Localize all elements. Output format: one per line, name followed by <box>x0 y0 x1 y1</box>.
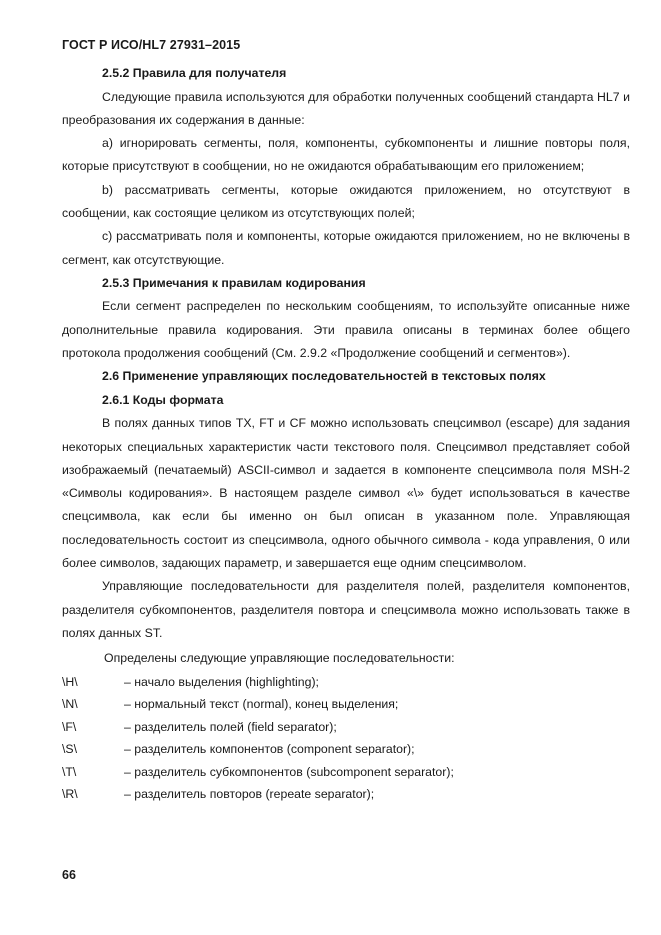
section-heading-2-5-3: 2.5.3 Примечания к правилам кодирования <box>102 275 366 290</box>
escape-sequence-list <box>62 671 630 806</box>
escape-code: \T\ <box>62 764 77 779</box>
escape-description: – разделитель компонентов (component separator); <box>124 742 415 757</box>
page-content <box>62 62 630 806</box>
paragraph-encoding-notes: Если сегмент распределен по нескольким сообщениям, то используйте описанные ниже дополнительные правила кодирования. Эти правила описаны в терминах более общего протокола продолжения сообщений (См. 2.9.2 «Продолжение сообщений и сегментов»). <box>62 299 630 360</box>
escape-sequence-row <box>62 761 630 784</box>
page-number: 66 <box>62 868 76 882</box>
escape-sequence-row <box>62 716 630 739</box>
escape-sequence-row <box>62 738 630 761</box>
list-item-c: c) рассматривать поля и компоненты, которые ожидаются приложением, но не включены в сегмент, как отсутствующие. <box>62 229 630 267</box>
list-item-b: b) рассматривать сегменты, которые ожидаются приложением, но отсутствуют в сообщении, как состоящие целиком из отсутствующих полей; <box>62 182 630 220</box>
paragraph-format-codes: В полях данных типов TX, FT и CF можно использовать спецсимвол (escape) для задания некоторых специальных характеристик части текстового поля. Спецсимвол представляет собой изображаемый (печатаемый) ASCII-символ и задается в компоненте спецсимвола поля MSH-2 «Символы кодирования». В настоящем разделе символ «\» будет использоваться в качестве спецсимвола, как если бы именно он был описан в указанном поле. Управляющая последовательность состоит из спецсимвола, одного обычного символа - кода управления, 0 или более символов, задающих параметр, и завершается еще одним спецсимволом. <box>62 416 630 571</box>
escape-code: \H\ <box>62 674 78 689</box>
escape-code: \R\ <box>62 787 78 802</box>
escape-description: – начало выделения (highlighting); <box>124 674 319 689</box>
escape-sequence-row <box>62 693 630 716</box>
paragraph-rules-intro: Следующие правила используются для обработки полученных сообщений стандарта HL7 и преобразования их содержания в данные: <box>62 89 630 127</box>
list-item-a: a) игнорировать сегменты, поля, компоненты, субкомпоненты и лишние повторы поля, которые присутствуют в сообщении, но не ожидаются обрабатывающим его приложением; <box>62 136 630 174</box>
paragraph-definitions-intro: Определены следующие управляющие последовательности: <box>104 651 455 666</box>
escape-sequence-row <box>62 671 630 694</box>
escape-code: \S\ <box>62 742 78 757</box>
section-heading-2-6-1: 2.6.1 Коды формата <box>102 392 224 407</box>
paragraph-escape-st: Управляющие последовательности для разделителя полей, разделителя компонентов, разделителя субкомпонентов, разделителя повтора и спецсимвола можно использовать также в полях данных ST. <box>62 579 630 640</box>
escape-description: – нормальный текст (normal), конец выделения; <box>124 697 399 712</box>
document-header: ГОСТ Р ИСО/HL7 27931–2015 <box>62 38 241 52</box>
escape-code: \F\ <box>62 719 77 734</box>
escape-description: – разделитель повторов (repeate separator); <box>124 787 375 802</box>
escape-code: \N\ <box>62 697 78 712</box>
section-heading-2-6: 2.6 Применение управляющих последовательностей в текстовых полях <box>102 369 546 384</box>
escape-description: – разделитель полей (field separator); <box>124 719 337 734</box>
escape-description: – разделитель субкомпонентов (subcomponent separator); <box>124 764 454 779</box>
section-heading-2-5-2: 2.5.2 Правила для получателя <box>102 66 287 80</box>
escape-sequence-row <box>62 783 630 806</box>
